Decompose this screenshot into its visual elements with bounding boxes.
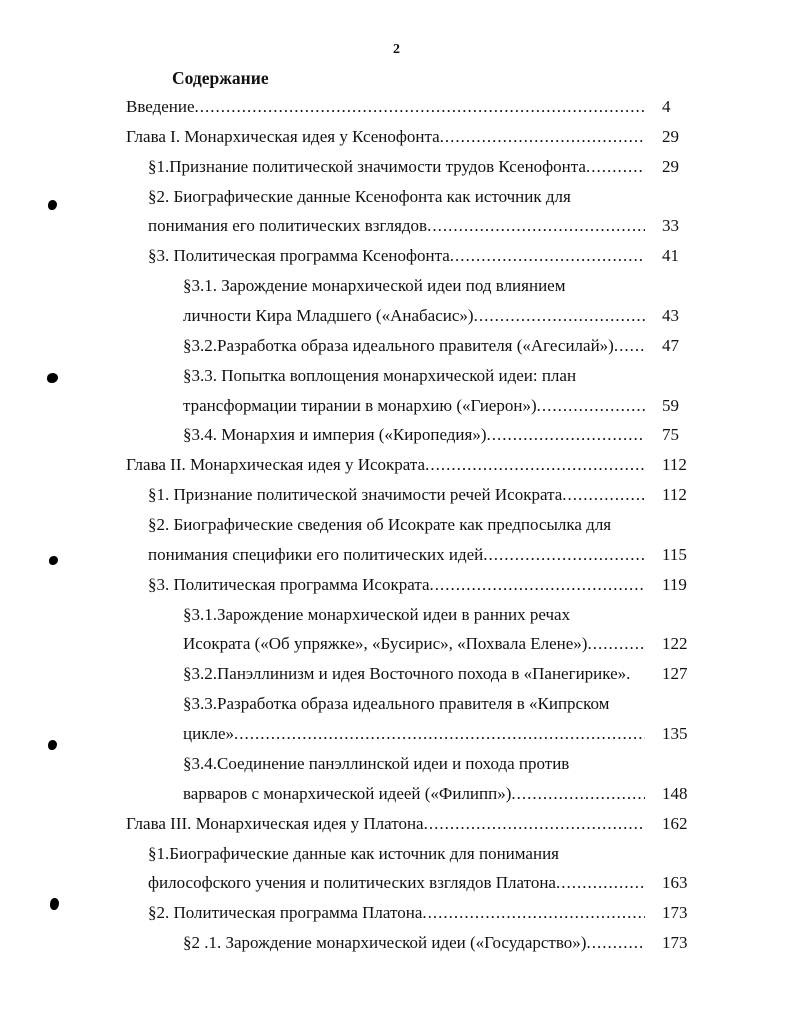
toc-entry-title: §3.4. Монархия и империя («Киропедия») bbox=[183, 425, 487, 445]
toc-entry-title: §3.3. Попытка воплощения монархической идеи: план bbox=[183, 365, 577, 385]
toc-entry-title: §3. Политическая программа Исократа bbox=[148, 574, 430, 594]
toc-entry bbox=[0, 95, 793, 119]
toc-entry-title: §3.3.Разработка образа идеального правителя в «Кипрском bbox=[183, 694, 610, 714]
dot-leader bbox=[483, 543, 645, 567]
dot-leader bbox=[614, 334, 645, 358]
toc-page-number: 148 bbox=[662, 783, 688, 803]
dot-leader bbox=[586, 931, 645, 955]
toc-page-number: 173 bbox=[662, 903, 688, 923]
toc-entry-title: §2. Биографические сведения об Исократе как предпосылка для bbox=[148, 515, 612, 535]
toc-entry bbox=[0, 782, 793, 806]
toc-entry-text-line bbox=[126, 125, 645, 149]
toc-entry bbox=[0, 155, 793, 179]
dot-leader bbox=[511, 782, 645, 806]
toc-page-number: 112 bbox=[662, 485, 687, 505]
scan-spot bbox=[48, 740, 57, 750]
toc-page-number: 75 bbox=[662, 425, 679, 445]
toc-entry bbox=[0, 394, 793, 418]
toc-entry-title: Введение bbox=[126, 97, 195, 116]
toc-entry-title: §2. Политическая программа Платона bbox=[148, 903, 423, 923]
page-title: Содержание bbox=[172, 68, 269, 88]
toc-entry bbox=[0, 842, 793, 866]
toc-entry bbox=[0, 632, 793, 656]
toc-entry-title: понимания его политических взглядов bbox=[148, 216, 428, 236]
toc-entry bbox=[0, 453, 793, 477]
toc-entry-text-line bbox=[183, 722, 645, 746]
toc-entry-text-line bbox=[183, 304, 645, 328]
dot-leader bbox=[556, 871, 645, 895]
toc-entry-text-line bbox=[183, 364, 576, 388]
dot-leader bbox=[474, 304, 645, 328]
toc-page-number: 163 bbox=[662, 873, 688, 893]
toc-entry-text-line bbox=[183, 752, 569, 776]
toc-entry-text-line bbox=[148, 901, 645, 925]
toc-page-number: 43 bbox=[662, 306, 679, 326]
toc-entry-title: §3.1. Зарождение монархической идеи под влиянием bbox=[183, 276, 566, 296]
toc-entry-title: §1.Биографические данные как источник для понимания bbox=[148, 843, 559, 863]
toc-entry-text-line bbox=[183, 423, 645, 447]
dot-leader bbox=[587, 632, 645, 656]
toc-entry bbox=[0, 304, 793, 328]
toc-entry-title: §2 .1. Зарождение монархической идеи («Государство») bbox=[183, 933, 587, 953]
toc-entry bbox=[0, 364, 793, 388]
toc-entry-title: варваров с монархической идеей («Филипп») bbox=[183, 783, 512, 803]
toc-entry-title: Исократа («Об упряжке», «Бусирис», «Похвала Елене») bbox=[183, 634, 588, 654]
toc-entry bbox=[0, 185, 793, 209]
toc-entry bbox=[0, 125, 793, 149]
toc-entry-title: Глава I. Монархическая идея у Ксенофонта bbox=[126, 126, 440, 146]
toc-page-number: 115 bbox=[662, 544, 687, 564]
toc-entry bbox=[0, 244, 793, 268]
toc-entry-text-line bbox=[183, 603, 570, 627]
toc-entry bbox=[0, 483, 793, 507]
toc-entry-title: §3.1.Зарождение монархической идеи в ранних речах bbox=[183, 604, 571, 624]
dot-leader bbox=[440, 125, 645, 149]
toc-entry-title: §2. Биографические данные Ксенофонта как источник для bbox=[148, 186, 571, 206]
toc-entry-title: §1.Признание политической значимости трудов Ксенофонта bbox=[148, 156, 586, 176]
toc-entry-text-line bbox=[148, 513, 611, 537]
toc-page-number: 29 bbox=[662, 126, 679, 146]
toc-entry bbox=[0, 513, 793, 537]
toc-entry-title: трансформации тирании в монархию («Гиерон») bbox=[183, 395, 537, 415]
toc-entry-title: §3. Политическая программа Ксенофонта bbox=[148, 246, 450, 266]
toc-entry bbox=[0, 692, 793, 716]
toc-page-number: 112 bbox=[662, 455, 687, 475]
toc-entry-text-line bbox=[183, 334, 645, 358]
page-number: 2 bbox=[393, 42, 400, 57]
toc-page-number: 135 bbox=[662, 724, 688, 744]
toc-entry-text-line bbox=[183, 632, 645, 656]
toc-entry-text-line bbox=[148, 543, 645, 567]
toc-entry bbox=[0, 752, 793, 776]
toc-entry-text-line bbox=[183, 692, 609, 716]
toc-entry bbox=[0, 901, 793, 925]
dot-leader bbox=[195, 95, 645, 119]
toc-entry-text-line bbox=[148, 244, 645, 268]
dot-leader bbox=[430, 573, 645, 597]
toc-entry-title: §1. Признание политической значимости речей Исократа bbox=[148, 485, 563, 505]
toc-page-number: 47 bbox=[662, 335, 679, 355]
toc-entry-title: §3.2.Панэллинизм и идея Восточного похода в «Панегирике». bbox=[183, 664, 631, 684]
toc-entry-title: §3.2.Разработка образа идеального правителя («Агесилай») bbox=[183, 335, 614, 355]
dot-leader bbox=[234, 722, 645, 746]
dot-leader bbox=[424, 812, 645, 836]
toc-entry-text-line bbox=[148, 155, 645, 179]
toc-page-number: 127 bbox=[662, 664, 688, 684]
toc-page-number: 4 bbox=[662, 97, 671, 116]
toc-entry bbox=[0, 722, 793, 746]
toc-entry-title: Глава II. Монархическая идея у Исократа bbox=[126, 455, 426, 475]
toc-entry bbox=[0, 334, 793, 358]
toc-entry bbox=[0, 812, 793, 836]
toc-page-number: 162 bbox=[662, 813, 688, 833]
toc-page-number: 59 bbox=[662, 395, 679, 415]
dot-leader bbox=[586, 155, 645, 179]
dot-leader bbox=[537, 394, 645, 418]
toc-entry-text-line bbox=[148, 871, 645, 895]
toc-entry bbox=[0, 274, 793, 298]
toc-entry-text-line bbox=[183, 274, 565, 298]
toc-entry-title: философского учения и политических взглядов Платона bbox=[148, 873, 556, 893]
dot-leader bbox=[427, 214, 645, 238]
toc-entry bbox=[0, 662, 793, 686]
toc-entry bbox=[0, 423, 793, 447]
toc-entry bbox=[0, 871, 793, 895]
toc-entry-text-line bbox=[183, 782, 645, 806]
toc-entry-title: §3.4.Соединение панэллинской идеи и похода против bbox=[183, 753, 570, 773]
toc-entry-text-line bbox=[183, 662, 630, 686]
toc-entry-title: понимания специфики его политических идей bbox=[148, 544, 484, 564]
toc-page-number: 41 bbox=[662, 246, 679, 266]
toc-entry-text-line bbox=[148, 185, 571, 209]
toc-entry bbox=[0, 214, 793, 238]
dot-leader bbox=[450, 244, 645, 268]
dot-leader bbox=[562, 483, 645, 507]
toc-entry-title: цикле» bbox=[183, 724, 234, 744]
toc-entry-text-line bbox=[148, 483, 645, 507]
toc-entry bbox=[0, 573, 793, 597]
toc-entry-text-line bbox=[148, 842, 559, 866]
toc-page-number: 173 bbox=[662, 933, 688, 953]
toc-page-number: 29 bbox=[662, 156, 679, 176]
toc-entry bbox=[0, 543, 793, 567]
dot-leader bbox=[487, 423, 645, 447]
toc-entry-text-line bbox=[183, 394, 645, 418]
toc-page-number: 33 bbox=[662, 216, 679, 236]
toc-entry-text-line bbox=[126, 453, 645, 477]
toc-entry-text-line bbox=[148, 214, 645, 238]
toc-page-number: 122 bbox=[662, 634, 688, 654]
dot-leader bbox=[422, 901, 645, 925]
toc-entry bbox=[0, 603, 793, 627]
toc-entry-text-line bbox=[148, 573, 645, 597]
toc-entry-text-line bbox=[183, 931, 645, 955]
toc-entry-text-line bbox=[126, 95, 645, 119]
toc-entry bbox=[0, 931, 793, 955]
toc-entry-title: Глава III. Монархическая идея у Платона bbox=[126, 813, 424, 833]
toc-page-number: 119 bbox=[662, 574, 687, 594]
toc-entry-title: личности Кира Младшего («Анабасис») bbox=[183, 306, 474, 326]
dot-leader bbox=[425, 453, 645, 477]
toc-entry-text-line bbox=[126, 812, 645, 836]
